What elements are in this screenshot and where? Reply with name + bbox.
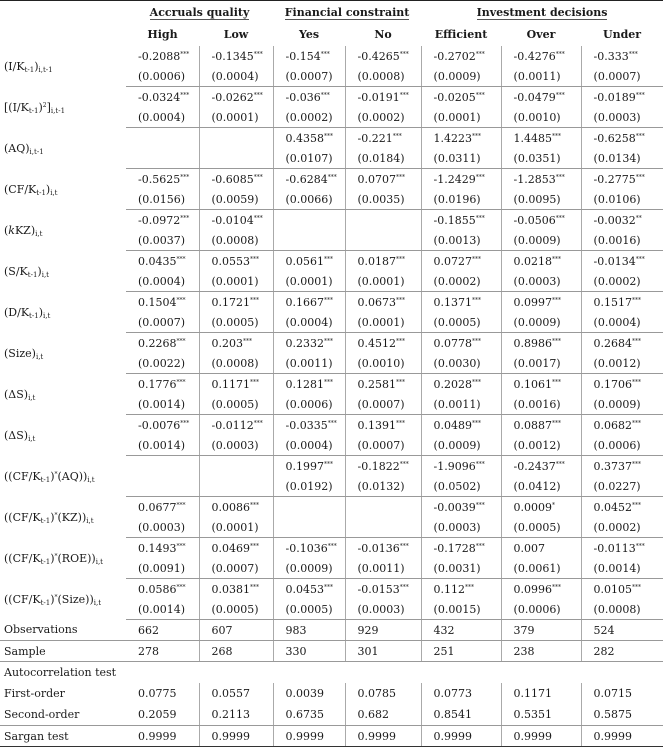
coef-cell: -0.1345*** — [199, 46, 273, 67]
se-cell: (0.0009) — [501, 231, 581, 251]
coef-cell: -0.0506*** — [501, 210, 581, 231]
coef-cell: 0.2268*** — [138, 336, 186, 350]
coef-row — [0, 251, 663, 272]
col-header: Over — [526, 28, 556, 41]
coef-cell: 0.4358*** — [273, 128, 345, 149]
coef-cell: 0.1504*** — [138, 295, 186, 309]
coef-row — [0, 169, 663, 190]
se-cell — [345, 231, 421, 251]
coef-cell — [199, 128, 273, 149]
coef-row — [0, 87, 663, 108]
coef-row — [0, 292, 663, 313]
se-cell: (0.0002) — [581, 272, 663, 292]
se-cell: (0.0095) — [501, 190, 581, 210]
coef-cell: 0.8986*** — [501, 333, 581, 354]
se-cell: (0.0311) — [421, 149, 501, 169]
coef-row — [0, 210, 663, 231]
table-body — [0, 46, 663, 747]
se-cell: (0.0007) — [273, 67, 345, 87]
se-cell: (0.0010) — [345, 354, 421, 374]
variable-label: $(\Delta S)_{i,t}$ — [4, 428, 36, 443]
se-cell: (0.0002) — [345, 108, 421, 128]
se-cell: (0.0009) — [501, 313, 581, 333]
coef-cell: -0.0324*** — [138, 90, 190, 104]
autocorrelation-title-row — [0, 662, 663, 683]
coef-cell: 0.0997*** — [501, 292, 581, 313]
se-cell: (0.0037) — [126, 231, 199, 251]
coef-cell: 0.1493*** — [138, 541, 186, 555]
stat-row — [0, 726, 663, 747]
variable-label: $(Size)_{i,t}$ — [4, 346, 44, 361]
se-cell: (0.0004) — [581, 313, 663, 333]
coef-cell: 0.0682*** — [581, 415, 663, 436]
coef-cell: 0.1281*** — [273, 374, 345, 395]
se-cell: (0.0003) — [421, 518, 501, 538]
se-cell: (0.0351) — [501, 149, 581, 169]
stat-cell: 0.5875 — [581, 704, 663, 726]
coef-row — [0, 538, 663, 559]
coef-cell: -0.2702*** — [421, 46, 501, 67]
se-cell: (0.0001) — [199, 518, 273, 538]
coef-cell: 0.0707*** — [345, 169, 421, 190]
stat-cell: 251 — [421, 641, 501, 662]
coef-cell: 0.1776*** — [138, 377, 186, 391]
coef-cell: -0.6085*** — [199, 169, 273, 190]
coef-cell — [273, 210, 345, 231]
coef-cell: 0.0553*** — [199, 251, 273, 272]
stat-row — [0, 683, 663, 704]
coef-cell: 0.007 — [501, 538, 581, 559]
stat-cell: 278 — [126, 641, 199, 662]
coef-cell — [273, 497, 345, 518]
coef-row — [0, 579, 663, 600]
se-cell: (0.0003) — [345, 600, 421, 620]
variable-label: $(D/K_{t-1})_{i,t}$ — [4, 305, 51, 320]
variable-label: $(S/K_{t-1})_{i,t}$ — [4, 264, 49, 279]
se-cell: (0.0001) — [199, 108, 273, 128]
stat-cell: 929 — [345, 620, 421, 641]
stat-label: Second-order — [0, 704, 126, 726]
stat-cell: 0.9999 — [126, 726, 199, 747]
se-cell: (0.0005) — [199, 313, 273, 333]
se-cell: (0.0003) — [581, 108, 663, 128]
coef-cell: 1.4485*** — [501, 128, 581, 149]
se-cell: (0.0004) — [126, 272, 199, 292]
coef-cell: 0.0673*** — [345, 292, 421, 313]
stat-label: First-order — [4, 686, 65, 700]
variable-label: $((CF/K_{t-1})^*(KZ))_{i,t}$ — [4, 510, 94, 525]
se-cell: (0.0134) — [581, 149, 663, 169]
coef-cell: -0.0335*** — [273, 415, 345, 436]
stat-cell: 301 — [345, 641, 421, 662]
coef-cell: 0.112*** — [421, 579, 501, 600]
stat-cell: 0.9999 — [345, 726, 421, 747]
coef-row — [0, 374, 663, 395]
variable-label: $(AQ)_{i,t-1}$ — [4, 141, 44, 156]
se-cell: (0.0001) — [199, 272, 273, 292]
coef-cell: 0.0561*** — [273, 251, 345, 272]
coef-cell: 0.4512*** — [345, 333, 421, 354]
se-cell: (0.0004) — [126, 108, 199, 128]
coef-cell — [345, 497, 421, 518]
stat-cell: 983 — [273, 620, 345, 641]
group-header-accruals: Accruals quality — [149, 5, 250, 19]
coef-cell: -0.154*** — [273, 46, 345, 67]
stat-cell: 330 — [273, 641, 345, 662]
coef-cell: -0.1036*** — [273, 538, 345, 559]
coef-cell — [126, 456, 199, 477]
se-cell: (0.0008) — [199, 354, 273, 374]
se-cell: (0.0011) — [273, 354, 345, 374]
coef-cell: -0.2775*** — [581, 169, 663, 190]
variable-label: $(CF/K_{t-1})_{i,t}$ — [4, 182, 58, 197]
coef-cell: -0.0262*** — [199, 87, 273, 108]
coef-cell: -0.0039*** — [421, 497, 501, 518]
stat-cell: 524 — [581, 620, 663, 641]
col-header: Yes — [298, 28, 320, 41]
coef-cell: 0.0086*** — [199, 497, 273, 518]
se-cell: (0.0004) — [199, 67, 273, 87]
se-cell: (0.0412) — [501, 477, 581, 497]
coef-cell: -0.221*** — [345, 128, 421, 149]
se-cell: (0.0196) — [421, 190, 501, 210]
coef-cell: 0.0778*** — [421, 333, 501, 354]
se-cell: (0.0014) — [581, 559, 663, 579]
coef-cell: 0.0187*** — [345, 251, 421, 272]
stat-cell: 0.682 — [345, 704, 421, 726]
variable-label: $((CF/K_{t-1})^*(Size))_{i,t}$ — [4, 592, 102, 607]
stat-row — [0, 641, 663, 662]
coef-cell: -0.0076*** — [138, 418, 190, 432]
se-cell — [126, 149, 199, 169]
coef-cell: -0.2437*** — [501, 456, 581, 477]
se-cell: (0.0008) — [345, 67, 421, 87]
stat-cell: 0.2113 — [199, 704, 273, 726]
variable-label: $(\Delta S)_{i,t}$ — [4, 387, 36, 402]
coef-cell: -0.1822*** — [345, 456, 421, 477]
se-cell: (0.0007) — [581, 67, 663, 87]
coef-cell: 0.1371*** — [421, 292, 501, 313]
se-cell: (0.0011) — [421, 395, 501, 415]
coef-cell: -0.0113*** — [581, 538, 663, 559]
stub-header — [0, 1, 126, 24]
se-cell: (0.0156) — [126, 190, 199, 210]
se-cell: (0.0006) — [273, 395, 345, 415]
stat-label: Sargan test — [0, 726, 126, 747]
se-cell: (0.0017) — [501, 354, 581, 374]
stat-cell: 0.0039 — [273, 683, 345, 704]
variable-label: $[(I/K_{t-1})^2]_{i,t-1}$ — [4, 100, 66, 115]
coef-cell: -0.0136*** — [345, 538, 421, 559]
stat-cell: 0.9999 — [273, 726, 345, 747]
se-cell: (0.0004) — [273, 313, 345, 333]
se-cell: (0.0005) — [199, 600, 273, 620]
stat-cell: 0.0557 — [199, 683, 273, 704]
coef-cell: 0.0727*** — [421, 251, 501, 272]
se-cell: (0.0003) — [501, 272, 581, 292]
coef-row — [0, 333, 663, 354]
se-cell: (0.0016) — [581, 231, 663, 251]
stat-cell: 607 — [199, 620, 273, 641]
stub-header — [0, 24, 126, 46]
se-cell — [273, 231, 345, 251]
coef-cell: -0.333*** — [581, 46, 663, 67]
se-cell — [345, 518, 421, 538]
variable-label: $((CF/K_{t-1})^*(ROE))_{i,t}$ — [4, 551, 103, 566]
coef-cell: 0.0489*** — [421, 415, 501, 436]
se-cell: (0.0012) — [581, 354, 663, 374]
se-cell: (0.0132) — [345, 477, 421, 497]
se-cell: (0.0006) — [501, 600, 581, 620]
coef-cell: -0.4265*** — [345, 46, 421, 67]
coef-cell: -1.9096*** — [421, 456, 501, 477]
variable-label: $(I/K_{t-1})_{i,t-1}$ — [4, 59, 53, 74]
se-cell: (0.0035) — [345, 190, 421, 210]
coef-cell: -0.036*** — [273, 87, 345, 108]
se-cell: (0.0005) — [501, 518, 581, 538]
coef-row — [0, 46, 663, 67]
coef-row — [0, 415, 663, 436]
coef-cell: -0.0032** — [581, 210, 663, 231]
coef-cell: 0.0452*** — [581, 497, 663, 518]
coef-cell: 0.0586*** — [138, 582, 186, 596]
se-cell: (0.0007) — [126, 313, 199, 333]
coef-cell: -0.4276*** — [501, 46, 581, 67]
se-cell: (0.0106) — [581, 190, 663, 210]
coef-cell: -0.0191*** — [345, 87, 421, 108]
se-cell: (0.0009) — [421, 67, 501, 87]
stat-cell: 0.8541 — [421, 704, 501, 726]
stat-label: Sample — [0, 641, 126, 662]
se-cell: (0.0061) — [501, 559, 581, 579]
coef-cell: -0.2088*** — [138, 49, 190, 63]
se-cell: (0.0007) — [345, 395, 421, 415]
group-header-investment: Investment decisions — [476, 5, 608, 19]
se-cell: (0.0008) — [199, 231, 273, 251]
coef-cell: 0.0435*** — [138, 254, 186, 268]
coef-cell: 0.2332*** — [273, 333, 345, 354]
se-cell: (0.0184) — [345, 149, 421, 169]
se-cell: (0.0015) — [421, 600, 501, 620]
coef-cell: 0.0469*** — [199, 538, 273, 559]
stat-label: Observations — [0, 620, 126, 641]
stat-cell: 0.9999 — [421, 726, 501, 747]
coef-cell: 0.0218*** — [501, 251, 581, 272]
coef-cell: 0.1517*** — [581, 292, 663, 313]
group-header-financial: Financial constraint — [284, 5, 410, 19]
coef-cell: -0.1728*** — [421, 538, 501, 559]
coef-cell: 0.1061*** — [501, 374, 581, 395]
stat-cell: 0.9999 — [501, 726, 581, 747]
se-cell: (0.0006) — [581, 436, 663, 456]
stat-cell: 432 — [421, 620, 501, 641]
col-header: Low — [223, 28, 249, 41]
coef-cell: 0.2028*** — [421, 374, 501, 395]
coef-cell: -1.2429*** — [421, 169, 501, 190]
stat-cell: 379 — [501, 620, 581, 641]
coef-cell: -0.0112*** — [199, 415, 273, 436]
se-cell: (0.0013) — [421, 231, 501, 251]
stat-cell: 282 — [581, 641, 663, 662]
se-cell: (0.0066) — [273, 190, 345, 210]
col-header: No — [374, 28, 392, 41]
se-cell: (0.0008) — [581, 600, 663, 620]
se-cell: (0.0059) — [199, 190, 273, 210]
se-cell: (0.0009) — [581, 395, 663, 415]
col-header: Efficient — [434, 28, 488, 41]
se-cell: (0.0011) — [345, 559, 421, 579]
coef-cell: 0.0677*** — [138, 500, 186, 514]
se-cell: (0.0004) — [273, 436, 345, 456]
variable-label: $((CF/K_{t-1})^*(AQ))_{i,t}$ — [4, 469, 95, 484]
se-cell: (0.0007) — [345, 436, 421, 456]
se-cell — [126, 477, 199, 497]
coef-cell: 0.3737*** — [581, 456, 663, 477]
coef-row — [0, 497, 663, 518]
se-cell: (0.0005) — [199, 395, 273, 415]
se-cell: (0.0502) — [421, 477, 501, 497]
coef-cell: -0.6258*** — [581, 128, 663, 149]
coef-cell: -0.0153*** — [345, 579, 421, 600]
stat-cell: 662 — [126, 620, 199, 641]
stat-cell: 0.2059 — [126, 704, 199, 726]
stat-cell: 0.6735 — [273, 704, 345, 726]
se-cell: (0.0022) — [126, 354, 199, 374]
stat-cell: 0.0775 — [138, 686, 177, 700]
se-cell: (0.0014) — [126, 436, 199, 456]
col-header: Under — [602, 28, 642, 41]
stat-cell: 0.1171 — [501, 683, 581, 704]
coef-cell: 0.1391*** — [345, 415, 421, 436]
coef-cell: -0.0134*** — [581, 251, 663, 272]
se-cell: (0.0012) — [501, 436, 581, 456]
se-cell: (0.0002) — [273, 108, 345, 128]
se-cell: (0.0003) — [126, 518, 199, 538]
se-cell: (0.0107) — [273, 149, 345, 169]
se-cell: (0.0016) — [501, 395, 581, 415]
se-cell: (0.0009) — [421, 436, 501, 456]
coef-cell: 0.2684*** — [581, 333, 663, 354]
coef-cell: -0.0189*** — [581, 87, 663, 108]
coef-cell: 0.0453*** — [273, 579, 345, 600]
stat-row — [0, 704, 663, 726]
coef-cell: -0.0479*** — [501, 87, 581, 108]
coef-cell: 0.1171*** — [199, 374, 273, 395]
coef-cell: 0.1721*** — [199, 292, 273, 313]
stat-cell: 0.0715 — [581, 683, 663, 704]
coef-cell: 0.0105*** — [581, 579, 663, 600]
se-cell: (0.0192) — [273, 477, 345, 497]
coef-cell: -1.2853*** — [501, 169, 581, 190]
se-cell: (0.0091) — [126, 559, 199, 579]
se-cell: (0.0227) — [581, 477, 663, 497]
coef-cell: 0.2581*** — [345, 374, 421, 395]
coef-cell: -0.0205*** — [421, 87, 501, 108]
se-cell — [199, 149, 273, 169]
stat-cell: 0.5351 — [501, 704, 581, 726]
coef-cell: 0.203*** — [199, 333, 273, 354]
se-cell: (0.0007) — [199, 559, 273, 579]
coef-cell: -0.1855*** — [421, 210, 501, 231]
coef-cell: -0.5625*** — [138, 172, 190, 186]
coef-cell: 0.1667*** — [273, 292, 345, 313]
autocorrelation-title: Autocorrelation test — [4, 665, 117, 679]
se-cell: (0.0001) — [421, 108, 501, 128]
se-cell: (0.0010) — [501, 108, 581, 128]
se-cell: (0.0014) — [126, 600, 199, 620]
coef-cell: -0.6284*** — [273, 169, 345, 190]
se-cell: (0.0005) — [273, 600, 345, 620]
se-cell: (0.0009) — [273, 559, 345, 579]
stat-cell: 0.9999 — [581, 726, 663, 747]
coef-cell: 1.4223*** — [421, 128, 501, 149]
se-cell: (0.0002) — [581, 518, 663, 538]
se-cell — [273, 518, 345, 538]
stat-row — [0, 620, 663, 641]
se-cell: (0.0005) — [421, 313, 501, 333]
coef-cell — [126, 128, 199, 149]
coef-cell: 0.0996*** — [501, 579, 581, 600]
se-cell: (0.0001) — [345, 272, 421, 292]
stat-cell: 268 — [199, 641, 273, 662]
stat-cell: 238 — [501, 641, 581, 662]
se-cell — [199, 477, 273, 497]
coef-cell: 0.0887*** — [501, 415, 581, 436]
se-cell: (0.0014) — [126, 395, 199, 415]
coef-cell: 0.0009* — [501, 497, 581, 518]
coef-row — [0, 128, 663, 149]
se-cell: (0.0011) — [501, 67, 581, 87]
coef-cell — [199, 456, 273, 477]
coef-cell: -0.0972*** — [138, 213, 190, 227]
se-cell: (0.0001) — [345, 313, 421, 333]
coef-cell: 0.1706*** — [581, 374, 663, 395]
coef-cell: -0.0104*** — [199, 210, 273, 231]
se-cell: (0.0031) — [421, 559, 501, 579]
se-cell: (0.0003) — [199, 436, 273, 456]
stat-cell: 0.0773 — [421, 683, 501, 704]
coef-cell: 0.0381*** — [199, 579, 273, 600]
se-cell: (0.0001) — [273, 272, 345, 292]
stat-cell: 0.9999 — [199, 726, 273, 747]
se-cell: (0.0030) — [421, 354, 501, 374]
variable-label: $(kKZ)_{i,t}$ — [4, 223, 43, 238]
se-cell: (0.0006) — [126, 67, 199, 87]
coef-cell — [345, 210, 421, 231]
col-header: High — [147, 28, 178, 41]
stat-cell: 0.0785 — [345, 683, 421, 704]
coef-row — [0, 456, 663, 477]
se-cell: (0.0002) — [421, 272, 501, 292]
coef-cell: 0.1997*** — [273, 456, 345, 477]
